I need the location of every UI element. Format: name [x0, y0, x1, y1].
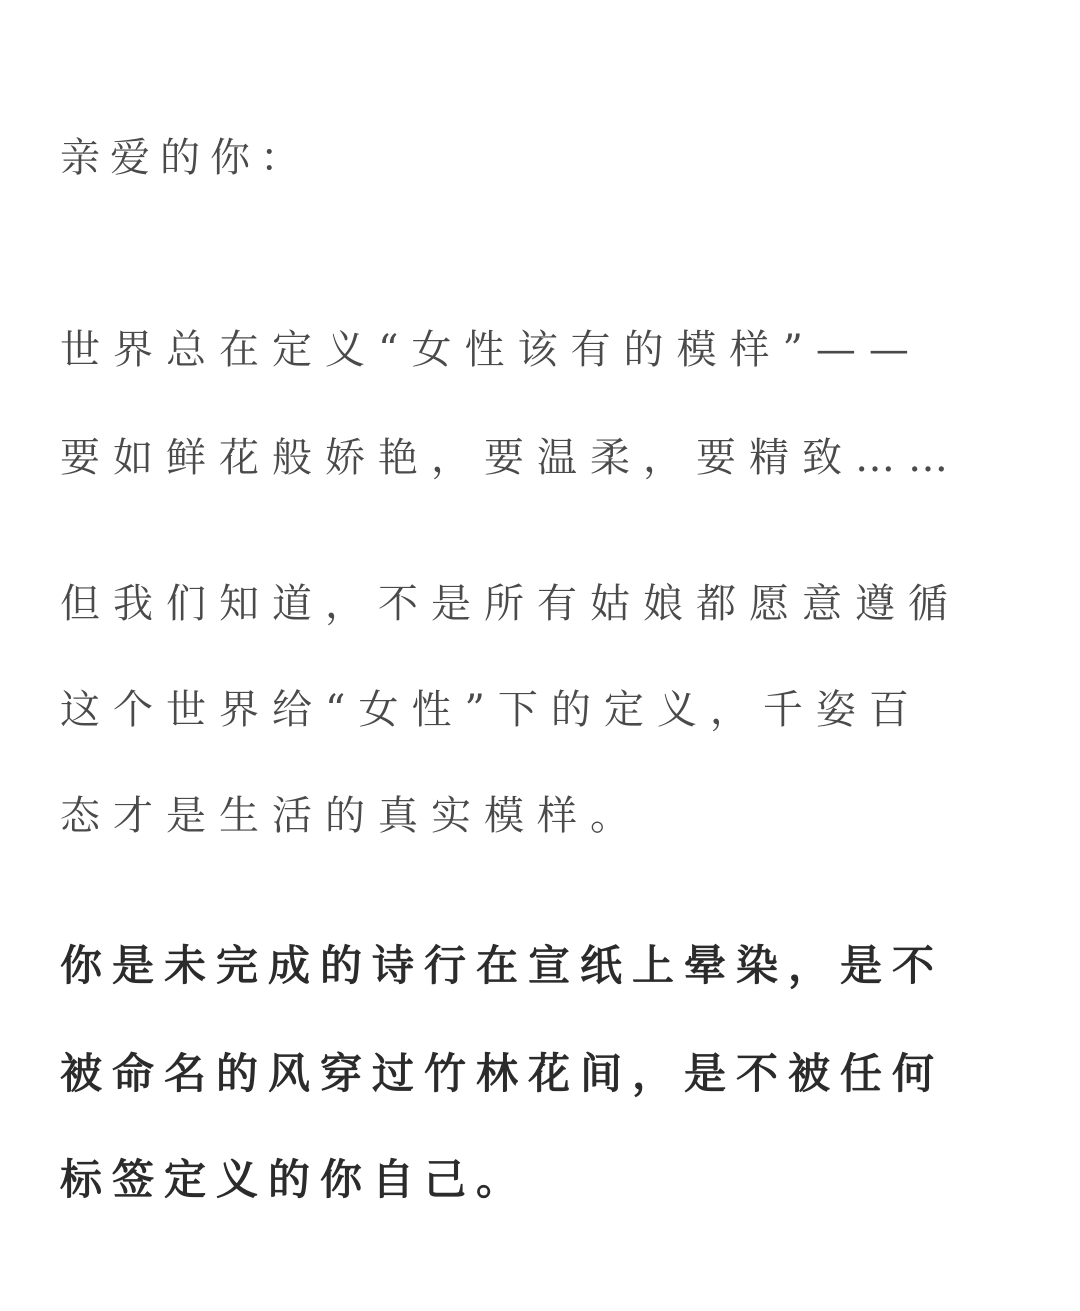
letter-salutation: 亲爱的你：: [60, 135, 310, 181]
paragraph-2-line-2: 这个世界给“女性”下的定义，千姿百: [60, 687, 922, 733]
paragraph-3-line-2: 被命名的风穿过竹林花间，是不被任何: [60, 1049, 945, 1098]
paragraph-2-line-3: 态才是生活的真实模样。: [60, 793, 643, 839]
paragraph-1-line-1: 世界总在定义“女性该有的模样”——: [60, 327, 922, 373]
paragraph-1-line-2: 要如鲜花般娇艳，要温柔，要精致……: [60, 435, 961, 481]
paragraph-3-line-1: 你是未完成的诗行在宣纸上晕染，是不: [60, 941, 945, 990]
paragraph-2-line-1: 但我们知道，不是所有姑娘都愿意遵循: [60, 581, 961, 627]
paragraph-3-line-3: 标签定义的你自己。: [60, 1155, 529, 1204]
